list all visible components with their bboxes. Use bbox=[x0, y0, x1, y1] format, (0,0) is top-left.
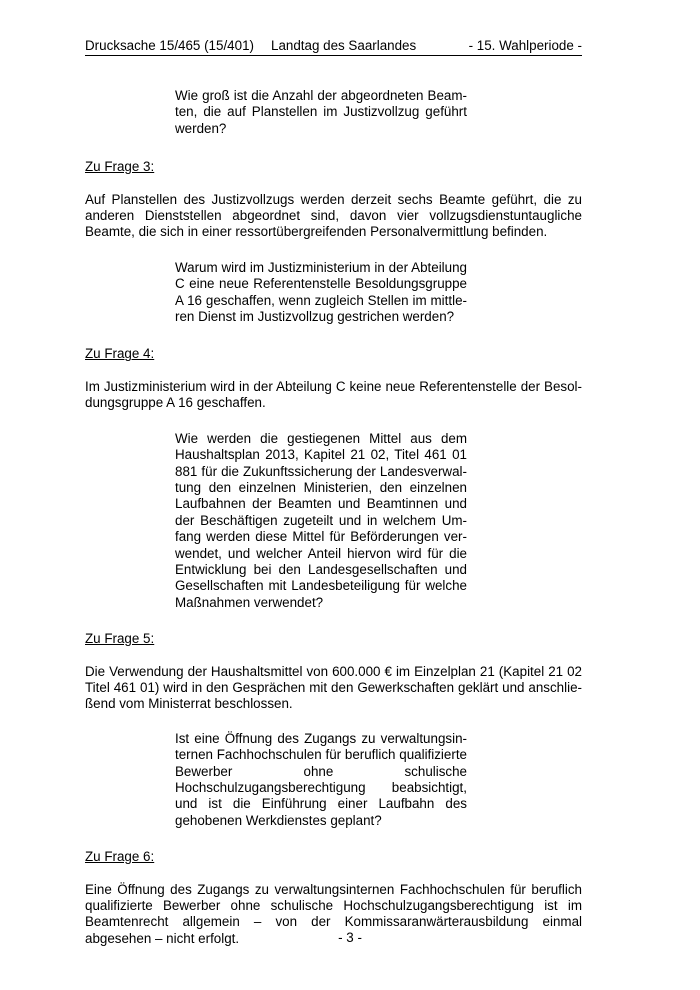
answer-4: Im Justizministerium wird in der Abteilung C keine neue Referentenstelle der Besoldungsgruppe A 16 geschaffen. bbox=[85, 378, 582, 411]
question-6: Ist eine Öffnung des Zugangs zu verwaltungsinternen Fachhochschulen für beruflich qualifizierte Bewerber ohne schulische Hochschulzugangsberechtigung beabsichtigt, und ist die Einführung einer Laufbahn des gehobenen Werkdienstes geplant? bbox=[175, 730, 467, 828]
page-header bbox=[85, 36, 582, 56]
page-number: - 3 - bbox=[338, 930, 362, 945]
answer-5-label: Zu Frage 5: bbox=[85, 631, 155, 647]
header-parliament: Landtag des Saarlandes bbox=[271, 38, 417, 53]
question-4: Warum wird im Justizministerium in der Abteilung C eine neue Referentenstelle Besoldungsgruppe A 16 geschaffen, wenn zugleich Stellen im mittleren Dienst im Justizvollzug gestrichen werden? bbox=[175, 259, 467, 325]
question-5: Wie werden die gestiegenen Mittel aus dem Haushaltsplan 2013, Kapitel 21 02, Titel 461 01 881 für die Zukunftssicherung der Landesverwaltung den einzelnen Ministerien, den einzelnen Laufbahnen der Beamten und Beamtinnen und der Beschäftigen zugeteilt und in welchem Umfang werden diese Mittel für Beförderungen verwendet, und welcher Anteil hiervon wird für die Entwicklung bei den Landesgesellschaften und Gesellschaften mit Landesbeteiligung für welche Maßnahmen verwendet? bbox=[175, 430, 467, 610]
answer-6: Eine Öffnung des Zugangs zu verwaltungsinternen Fachhochschulen für beruflich qualifizierte Bewerber ohne schulische Hochschulzugangsberechtigung ist im Beamtenrecht allgemein – von der Kommissaranwärterausbildung einmal abgesehen – nicht erfolgt. bbox=[85, 881, 582, 946]
header-period: - 15. Wahlperiode - bbox=[468, 38, 582, 53]
answer-3-label: Zu Frage 3: bbox=[85, 159, 155, 175]
answer-5: Die Verwendung der Haushaltsmittel von 600.000 € im Einzelplan 21 (Kapitel 21 02 Titel 461 01) wird in den Gesprächen mit den Gewerkschaften geklärt und anschließend vom Ministerrat beschlossen. bbox=[85, 663, 582, 712]
header-document-number: Drucksache 15/465 (15/401) bbox=[85, 38, 254, 53]
document-page bbox=[85, 36, 582, 947]
answer-4-label: Zu Frage 4: bbox=[85, 346, 155, 362]
question-3: Wie groß ist die Anzahl der abgeordneten Beamten, die auf Planstellen im Justizvollzug geführt werden? bbox=[175, 88, 467, 136]
answer-3: Auf Planstellen des Justizvollzugs werden derzeit sechs Beamte geführt, die zu anderen Dienststellen abgeordnet sind, davon vier vollzugsdienstuntaugliche Beamte, die sich in einer ressortübergreifenden Personalvermittlung befinden. bbox=[85, 191, 582, 240]
answer-6-label: Zu Frage 6: bbox=[85, 849, 155, 865]
